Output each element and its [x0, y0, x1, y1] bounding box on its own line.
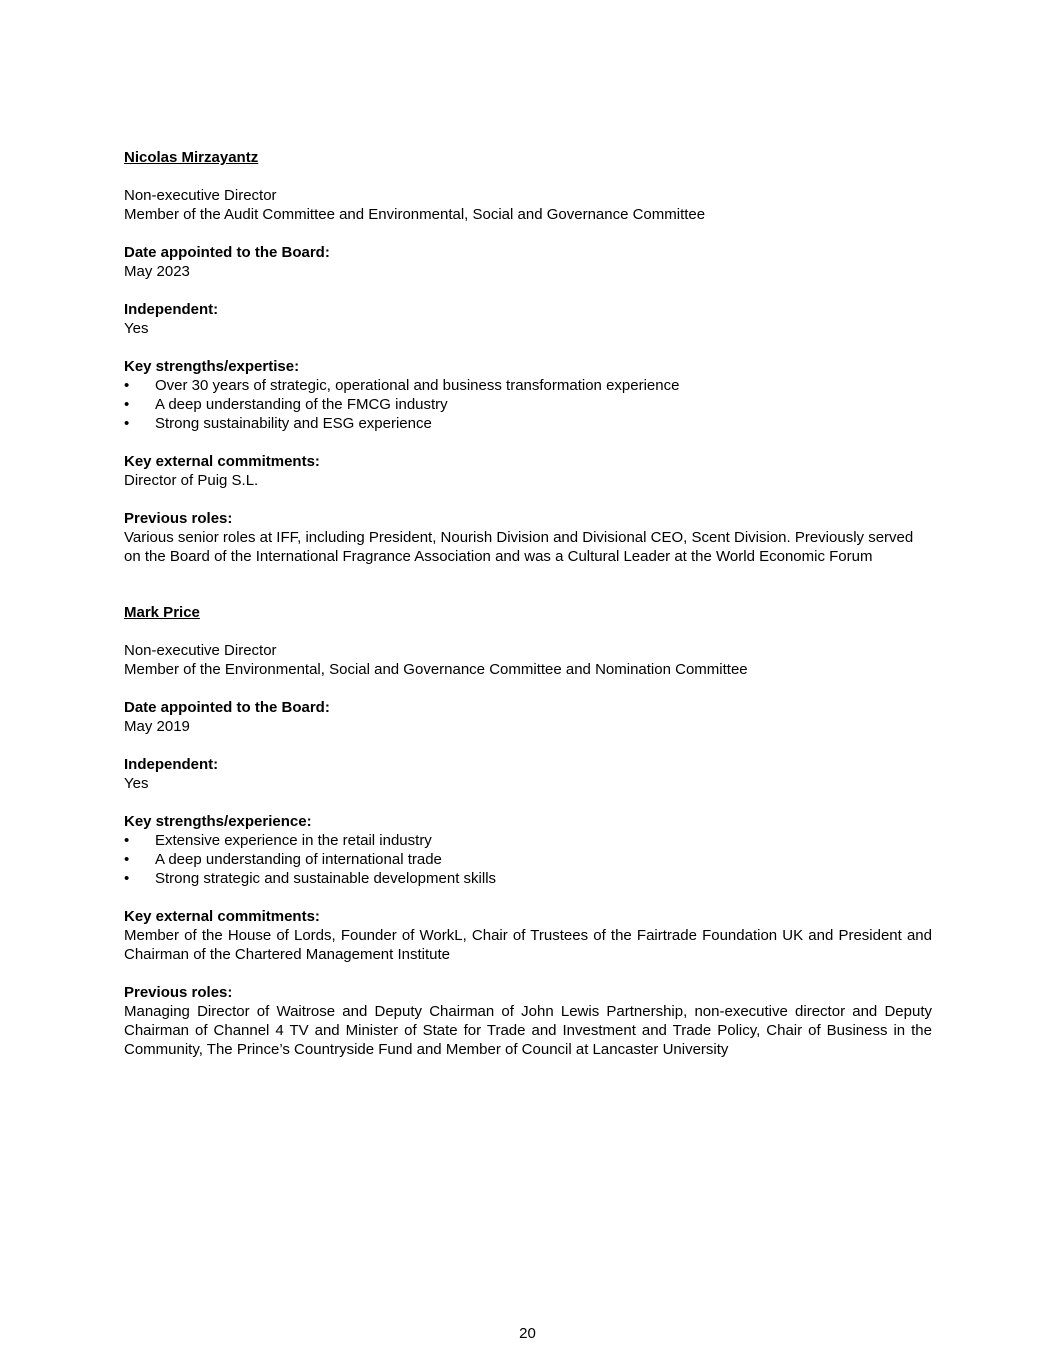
previous-roles-label: Previous roles: [124, 510, 233, 527]
commitments-value: Director of Puig S.L. [124, 472, 259, 489]
list-item-text: Extensive experience in the retail industry [155, 832, 432, 849]
director-position: Non-executive Director [124, 642, 277, 659]
date-appointed-label: Date appointed to the Board: [124, 699, 330, 716]
date-appointed-label: Date appointed to the Board: [124, 244, 330, 261]
director-committees: Member of the Audit Committee and Environmental, Social and Governance Committee [124, 206, 706, 223]
previous-roles-value: Managing Director of Waitrose and Deputy Chairman of John Lewis Partnership, non-executive director and Deputy Chairman of Channel 4 TV and Minister of State for Trade and Investment and Trade Policy, Chair of Business in the Community, The Prince’s Countryside Fund and Member of Council at Lancaster University [124, 1003, 932, 1058]
list-item [124, 850, 932, 869]
page-number: 20 [519, 1325, 536, 1342]
director-committees: Member of the Environmental, Social and Governance Committee and Nomination Committee [124, 661, 748, 678]
previous-roles-label: Previous roles: [124, 984, 233, 1001]
commitments-label: Key external commitments: [124, 453, 320, 470]
commitments-label: Key external commitments: [124, 908, 320, 925]
list-item-text: A deep understanding of the FMCG industry [155, 396, 448, 413]
independent-value: Yes [124, 320, 149, 337]
strengths-list [124, 831, 932, 888]
strengths-label: Key strengths/experience: [124, 813, 312, 830]
list-item [124, 376, 932, 395]
date-appointed-value: May 2019 [124, 718, 190, 735]
bullet-icon: • [124, 832, 130, 849]
list-item [124, 831, 932, 850]
director-name: Nicolas Mirzayantz [124, 149, 259, 166]
strengths-list [124, 376, 932, 433]
director-role-block [124, 186, 932, 224]
director-role-block [124, 641, 932, 679]
bullet-icon: • [124, 415, 130, 432]
list-item-text: A deep understanding of international trade [155, 851, 442, 868]
director-name: Mark Price [124, 604, 200, 621]
bullet-icon: • [124, 870, 130, 887]
independent-label: Independent: [124, 301, 219, 318]
previous-roles-value: Various senior roles at IFF, including President, Nourish Division and Divisional CEO, Scent Division. Previously served on the Board of the International Fragrance Association and was a Cultural Leader at the World Economic Forum [124, 529, 914, 565]
list-item [124, 869, 932, 888]
independent-label: Independent: [124, 756, 219, 773]
director-profile [124, 603, 932, 1059]
list-item-text: Strong sustainability and ESG experience [155, 415, 432, 432]
list-item-text: Over 30 years of strategic, operational and business transformation experience [155, 377, 680, 394]
strengths-label: Key strengths/expertise: [124, 358, 300, 375]
list-item [124, 395, 932, 414]
bullet-icon: • [124, 396, 130, 413]
bullet-icon: • [124, 377, 130, 394]
list-item-text: Strong strategic and sustainable development skills [155, 870, 497, 887]
director-profile [124, 148, 932, 566]
director-position: Non-executive Director [124, 187, 277, 204]
date-appointed-value: May 2023 [124, 263, 190, 280]
bullet-icon: • [124, 851, 130, 868]
list-item [124, 414, 932, 433]
commitments-value: Member of the House of Lords, Founder of WorkL, Chair of Trustees of the Fairtrade Foundation UK and President and Chairman of the Chartered Management Institute [124, 927, 932, 963]
independent-value: Yes [124, 775, 149, 792]
page-content [124, 148, 932, 1059]
